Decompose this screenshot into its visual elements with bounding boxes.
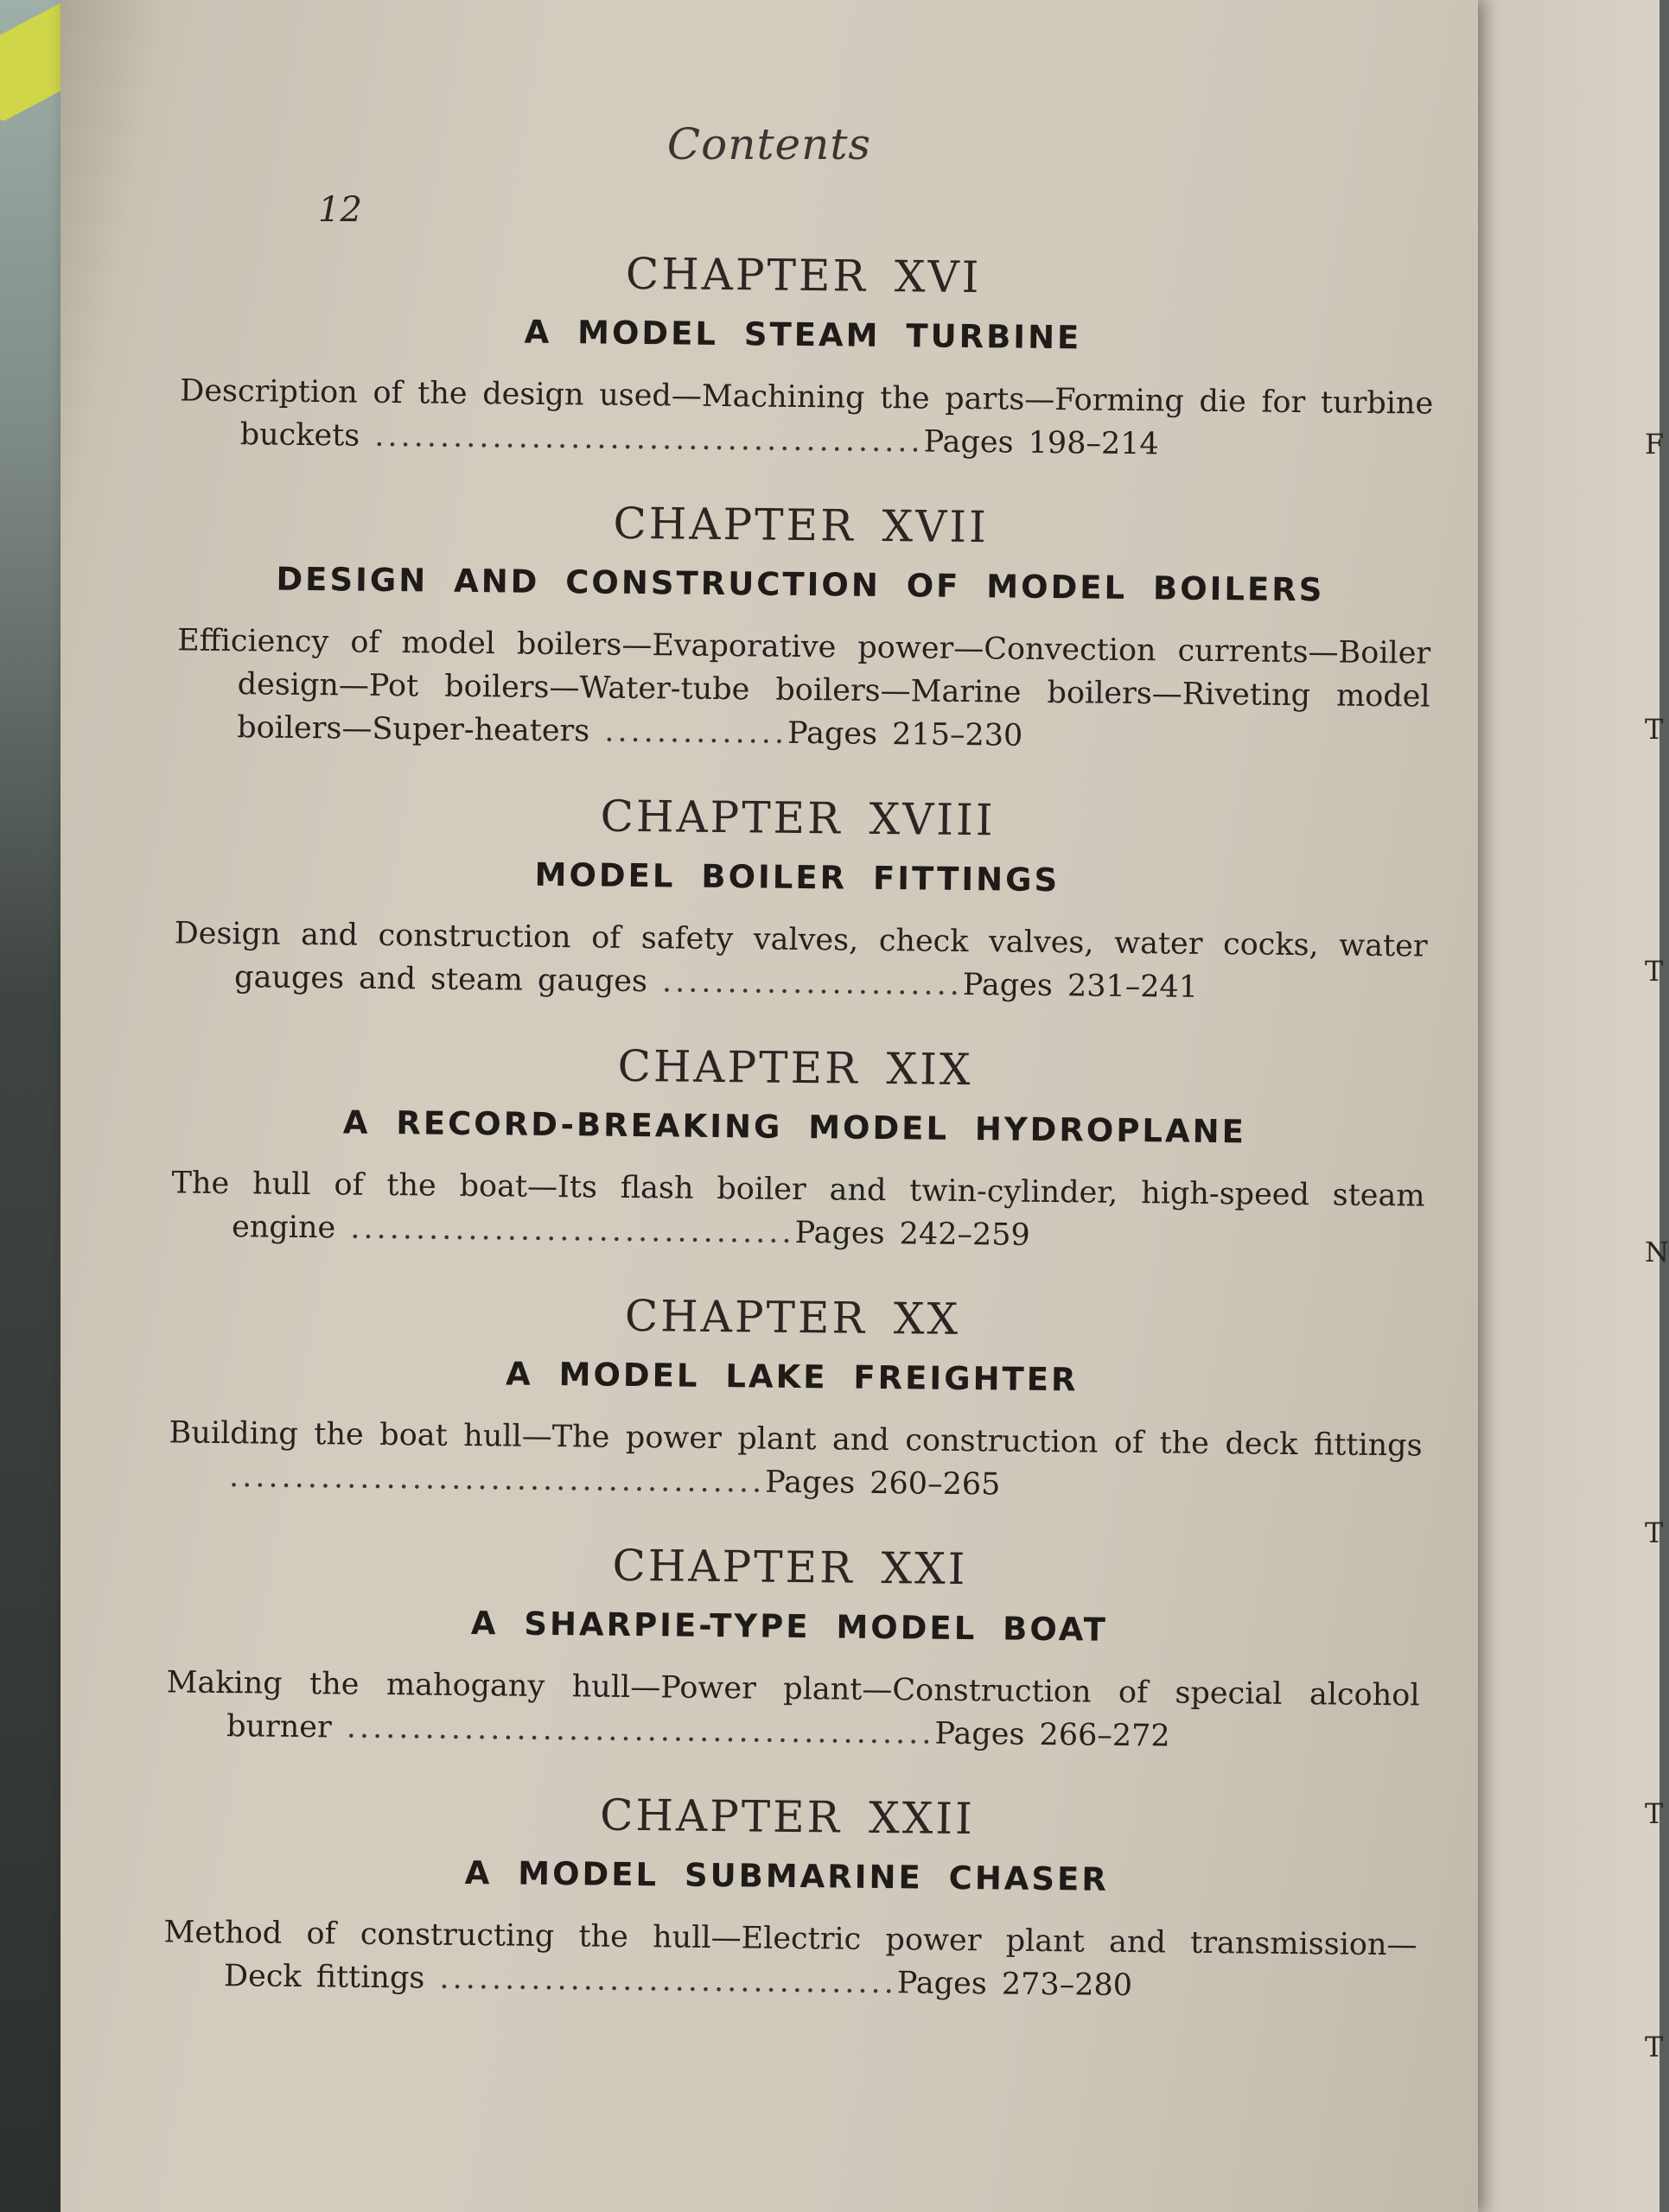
chapter-summary xyxy=(160,1411,1423,1510)
chapter-heading: CHAPTER XVII xyxy=(613,498,990,553)
summary-text: Efficiency of model boilers—Evaporative power—Convection currents—Boiler design—Pot boilers—Water-tube boilers—Marine boilers—Riveting model boilers—Super-heaters xyxy=(177,623,1431,749)
chapter-entry xyxy=(160,1286,1424,1510)
summary-text: Method of constructing the hull—Electric power plant and transmission—Deck fittings xyxy=(163,1915,1417,1996)
page-range: Pages 266–272 xyxy=(934,1716,1170,1754)
chapter-summary xyxy=(170,369,1433,468)
running-head: Contents xyxy=(666,119,872,169)
page-range: Pages 231–241 xyxy=(962,967,1199,1005)
chapter-title: A MODEL SUBMARINE CHASER xyxy=(464,1853,1110,1898)
chapter-title: A MODEL STEAM TURBINE xyxy=(524,313,1082,357)
page-range: Pages 215–230 xyxy=(787,715,1023,753)
leader-dots: .................................. xyxy=(350,1211,795,1250)
summary-text: Description of the design used—Machining the parts—Forming die for turbine buckets xyxy=(180,373,1434,454)
facing-page-letter: T xyxy=(1645,713,1664,746)
chapter-heading: CHAPTER XX xyxy=(624,1290,961,1344)
chapter-title: A SHARPIE-TYPE MODEL BOAT xyxy=(470,1605,1109,1649)
chapter-summary xyxy=(157,1661,1420,1760)
chapter-summary xyxy=(162,1161,1425,1261)
chapter-heading: CHAPTER XVI xyxy=(625,248,982,303)
chapter-heading: CHAPTER XIX xyxy=(617,1040,973,1096)
summary-text: The hull of the boat—Its flash boiler and twin-cylinder, high-speed steam engine xyxy=(171,1166,1425,1246)
chapter-entry xyxy=(157,1535,1421,1760)
facing-page-letter: T xyxy=(1645,955,1664,988)
facing-page-letter: T xyxy=(1645,1516,1664,1549)
chapter-entry xyxy=(162,1036,1426,1261)
facing-page-letter: F xyxy=(1645,428,1665,461)
chapter-entry xyxy=(168,493,1432,761)
chapter-title: A RECORD-BREAKING MODEL HYDROPLANE xyxy=(342,1103,1247,1151)
facing-page-letter: N xyxy=(1645,1236,1669,1268)
leader-dots: ......................................... xyxy=(228,1459,766,1500)
chapter-heading: CHAPTER XVIII xyxy=(600,791,996,846)
leader-dots: ............................................. xyxy=(346,1710,935,1751)
chapter-heading: CHAPTER XXI xyxy=(612,1540,968,1595)
chapter-entry xyxy=(170,244,1434,468)
leader-dots: ................................... xyxy=(439,1961,898,2001)
chapter-entry xyxy=(155,1785,1418,2010)
chapter-heading: CHAPTER XXII xyxy=(599,1789,976,1845)
leader-dots: .......................................... xyxy=(374,418,924,460)
facing-page-letter: T xyxy=(1645,1797,1664,1830)
summary-text: Making the mahogany hull—Power plant—Construction of special alcohol burner xyxy=(166,1665,1420,1745)
leader-dots: .............. xyxy=(604,714,788,751)
page-range: Pages 198–214 xyxy=(923,424,1159,462)
page-range: Pages 242–259 xyxy=(794,1215,1030,1253)
chapter-summary xyxy=(168,619,1430,761)
summary-text: Design and construction of safety valves, check valves, water cocks, water gauges and steam gauges xyxy=(174,916,1428,1000)
chapter-entry xyxy=(165,786,1429,1011)
summary-text: Building the boat hull—The power plant and construction of the deck fittings xyxy=(169,1415,1423,1464)
facing-page-edge xyxy=(1461,0,1659,2212)
page-number: 12 xyxy=(318,190,362,230)
page-range: Pages 273–280 xyxy=(896,1966,1133,2004)
chapter-summary xyxy=(165,912,1428,1011)
leader-dots: ....................... xyxy=(661,964,964,1002)
facing-page-letter: T xyxy=(1645,2031,1664,2063)
chapter-title: MODEL BOILER FITTINGS xyxy=(534,855,1061,899)
chapter-title: A MODEL LAKE FREIGHTER xyxy=(505,1355,1079,1399)
page-range: Pages 260–265 xyxy=(765,1465,1001,1503)
contents-list xyxy=(154,244,1435,2048)
chapter-summary xyxy=(155,1910,1417,2010)
chapter-title: DESIGN AND CONSTRUCTION OF MODEL BOILERS xyxy=(276,560,1325,609)
